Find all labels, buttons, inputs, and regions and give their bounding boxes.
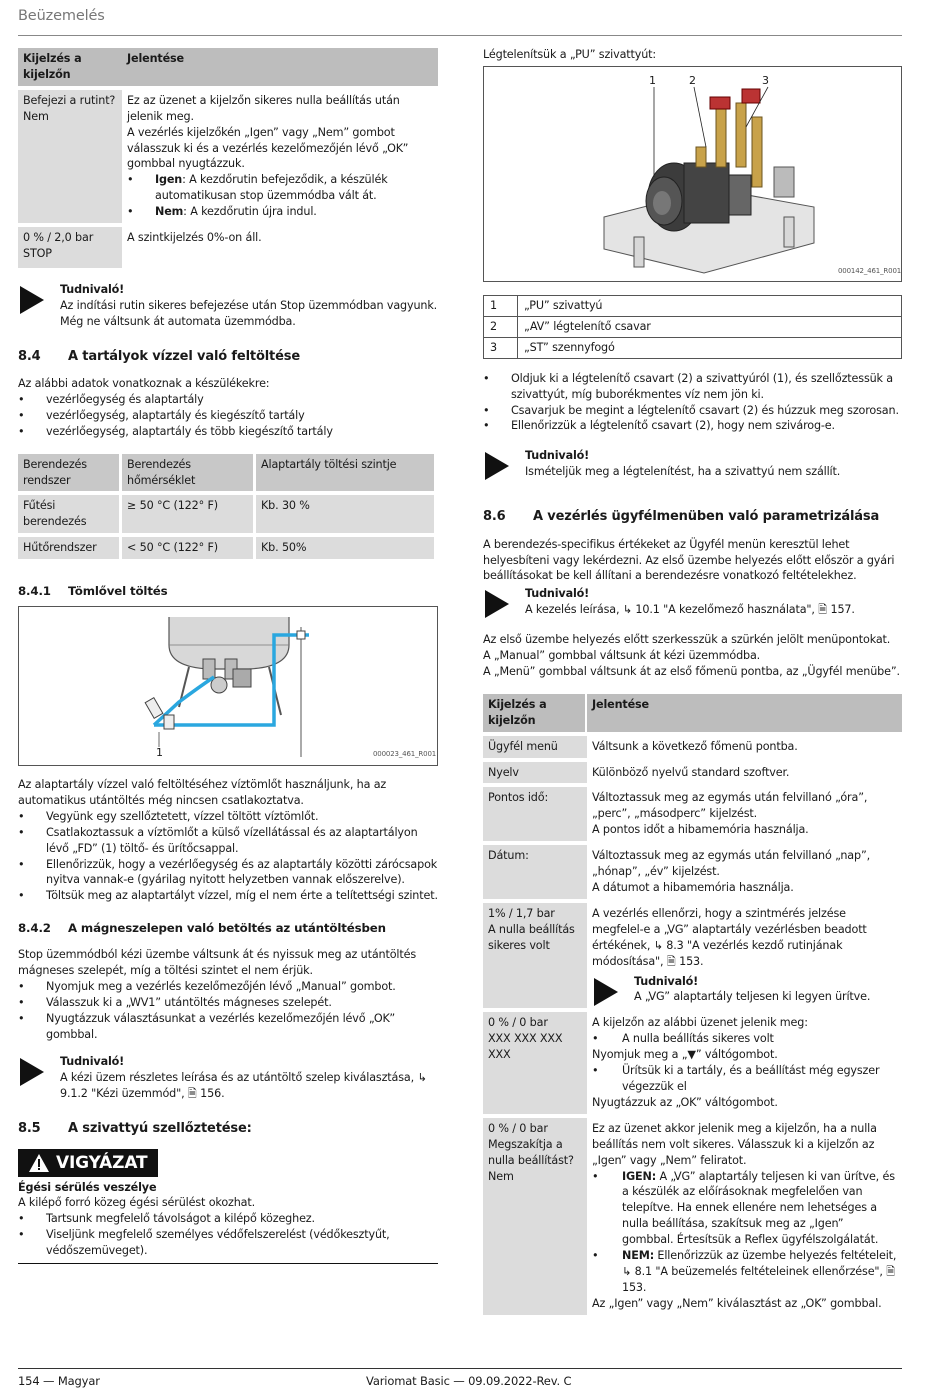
display-text: 1% / 1,7 bar bbox=[488, 906, 555, 920]
legend-number: 3 bbox=[484, 337, 518, 358]
pump-legend-table bbox=[483, 295, 902, 359]
device-list bbox=[18, 392, 438, 440]
table-row bbox=[484, 296, 902, 317]
list-item: • Válasszuk ki a „WV1” utántöltés mágneses szelepét. bbox=[18, 995, 438, 1011]
hose-filling-steps bbox=[18, 809, 438, 904]
list-item bbox=[592, 1248, 897, 1296]
display-meaning-table-2 bbox=[483, 690, 902, 1319]
figure-callout-1: 1 bbox=[649, 74, 656, 87]
subsection-title: Tömlővel töltés bbox=[68, 584, 168, 599]
pump-figure bbox=[483, 66, 902, 282]
note-box bbox=[483, 448, 902, 480]
figure-callout-3: 3 bbox=[762, 74, 769, 87]
display-meaning-table-1 bbox=[18, 44, 438, 272]
table-cell: ≥ 50 °C (122° F) bbox=[122, 495, 256, 533]
table-row bbox=[483, 1012, 902, 1113]
table-row bbox=[484, 316, 902, 337]
paragraph: A berendezés-specifikus értékeket az Ügyfél menün keresztül lehet helyesbíteni vagy lekérdezni. Az első üzembe helyezés előtt először a gyári beállításokat be kell állítani a berendezésre vonatkozó feltételekhez. bbox=[483, 537, 895, 583]
hose-filling-figure bbox=[18, 606, 438, 766]
table-cell-display: Befejezi a rutint? Nem bbox=[18, 90, 122, 223]
subsection-number: 8.4.1 bbox=[18, 584, 51, 599]
table-cell-display: Dátum: bbox=[483, 845, 587, 899]
legend-number: 2 bbox=[484, 316, 518, 337]
table-row bbox=[484, 337, 902, 358]
option-no-text: : A kezdőrutin újra indul. bbox=[183, 205, 317, 219]
list-item: • Viseljünk megfelelő személyes védőfelszerelést (védőkesztyűt, védőszemüveget). bbox=[18, 1227, 438, 1259]
table-cell-display bbox=[483, 1012, 587, 1113]
table-row bbox=[483, 762, 902, 784]
table-cell-display: Ügyfél menü bbox=[483, 736, 587, 758]
table-cell-meaning: Váltsunk a következő főmenü pontba. bbox=[587, 736, 902, 758]
list-item: • vezérlőegység, alaptartály és kiegészítő tartály bbox=[18, 408, 438, 424]
table-cell-display: Pontos idő: bbox=[483, 787, 587, 841]
list-item: • Csatlakoztassuk a víztömlőt a külső vízellátással és az alaptartályon lévő „FD” (1) töltő- és ürítőcsappal. bbox=[18, 825, 438, 857]
legend-text: „ST” szennyfogó bbox=[518, 337, 902, 358]
left-column bbox=[18, 44, 438, 600]
paragraph: Az első üzembe helyezés előtt szerkesszük a szürkén jelölt menüpontokat. bbox=[483, 633, 891, 647]
note-arrow-icon bbox=[594, 978, 618, 1006]
meaning-text: Ez az üzenet a kijelzőn sikeres nulla beállítás után jelenik meg. bbox=[127, 93, 400, 123]
warning-title: Égési sérülés veszélye bbox=[18, 1180, 157, 1194]
section-title: A vezérlés ügyfélmenüben való parametrizálása bbox=[533, 509, 880, 525]
page-header-title: Beüzemelés bbox=[18, 8, 105, 24]
table-row bbox=[18, 227, 438, 268]
section-heading bbox=[483, 508, 902, 526]
table-cell: Fűtési berendezés bbox=[18, 495, 122, 533]
paragraph: Az alaptartály vízzel való feltöltéséhez víztömlőt használjunk, ha az automatikus utántöltés még nincsen csatlakoztatva. bbox=[18, 778, 387, 807]
note-text: Az indítási rutin sikeres befejezése után Stop üzemmódban vagyunk. Még ne váltsunk át automata üzemmódba. bbox=[60, 298, 438, 328]
table-cell-display bbox=[483, 1118, 587, 1315]
figure-callout-1: 1 bbox=[156, 746, 163, 759]
footer-divider bbox=[18, 1368, 902, 1369]
section-title: A tartályok vízzel való feltöltése bbox=[68, 348, 301, 364]
table-header-meaning: Jelentése bbox=[587, 694, 902, 732]
section-number: 8.6 bbox=[483, 509, 506, 525]
table-header-display: Kijelzés a kijelzőn bbox=[483, 694, 587, 732]
meaning-text: Változtassuk meg az egymás után felvillanó „nap”, „hónap”, „év” kijelzést. bbox=[592, 849, 870, 879]
note-text: A „VG” alaptartály teljesen ki legyen ürítve. bbox=[634, 990, 871, 1004]
meaning-text: A dátumot a hibamemória használja. bbox=[592, 881, 794, 895]
table-cell-meaning bbox=[122, 90, 438, 223]
section-title: A szivattyú szellőztetése: bbox=[68, 1121, 252, 1137]
subsection-heading bbox=[18, 583, 438, 600]
paragraph: Légtelenítsük a „PU” szivattyút: bbox=[483, 48, 657, 61]
section-heading bbox=[18, 348, 438, 366]
option-yes-label: IGEN: bbox=[622, 1169, 657, 1183]
table-cell-meaning bbox=[587, 1012, 902, 1113]
tank-hose-illustration bbox=[19, 607, 437, 765]
meaning-text: Nyomjuk meg a „▼” váltógombot. bbox=[592, 1048, 778, 1062]
table-header-row bbox=[18, 454, 434, 492]
list-item: • Oldjuk ki a légtelenítő csavart (2) a szivattyúról (1), és szellőztessük a szivattyút, míg buborékmentes víz nem jön ki. bbox=[483, 371, 902, 403]
table-header-display: Kijelzés a kijelzőn bbox=[18, 48, 122, 86]
table-cell: Kb. 30 % bbox=[256, 495, 434, 533]
note-title: Tudnivaló! bbox=[634, 974, 699, 988]
table-cell-meaning bbox=[587, 903, 902, 1008]
table-row bbox=[483, 787, 902, 841]
table-cell: < 50 °C (122° F) bbox=[122, 537, 256, 559]
section-number: 8.4 bbox=[18, 348, 41, 364]
meaning-text: Az „Igen” vagy „Nem” kiválasztást az „OK” gombbal. bbox=[592, 1296, 882, 1310]
option-yes-label: Igen bbox=[155, 173, 183, 187]
display-text: A nulla beállítás sikeres volt bbox=[488, 922, 575, 952]
table-cell-meaning bbox=[587, 845, 902, 899]
subsection-heading bbox=[18, 920, 438, 937]
list-item: • Ürítsük ki a tartály, és a beállítást még egyszer végezzük el bbox=[592, 1063, 897, 1095]
note-arrow-icon bbox=[485, 452, 509, 480]
display-text: XXX XXX XXX XXX bbox=[488, 1032, 563, 1062]
option-yes-text: A „VG” alaptartály teljesen ki van ürítve, és a készülék az előírásoknak megfelelően van telepítve. Ha ennek ellenére nem lehetséges a nulla beállítása, szakítsuk meg az „Igen” gombbal. Értesítsük a Reflex ügyfélszolgálatát. bbox=[622, 1169, 895, 1247]
display-text: 0 % / 0 bar bbox=[488, 1121, 548, 1135]
header-divider bbox=[18, 35, 902, 36]
list-item: • Nyugtázzuk választásunkat a vezérlés kezelőmezőjén lévő „OK” gombbal. bbox=[18, 1011, 438, 1043]
list-item: • Vegyünk egy szellőztetett, vízzel töltött víztömlőt. bbox=[18, 809, 438, 825]
option-yes-text: : A kezdőrutin befejeződik, a készülék automatikusan stop üzemmódba vált át. bbox=[155, 173, 388, 203]
table-cell: Kb. 50% bbox=[256, 537, 434, 559]
table-cell-meaning: Különböző nyelvű standard szoftver. bbox=[587, 762, 902, 784]
display-text: 0 % / 0 bar bbox=[488, 1016, 548, 1030]
venting-steps bbox=[483, 371, 902, 435]
table-cell-meaning bbox=[587, 787, 902, 841]
list-item: • vezérlőegység és alaptartály bbox=[18, 392, 438, 408]
table-cell-display: Nyelv bbox=[483, 762, 587, 784]
list-item: • Nyomjuk meg a vezérlés kezelőmezőjén lévő „Manual” gombot. bbox=[18, 979, 438, 995]
legend-text: „PU” szivattyú bbox=[518, 296, 902, 317]
table-row bbox=[483, 736, 902, 758]
table-header-meaning: Jelentése bbox=[122, 48, 438, 86]
table-header-temperature: Berendezés hőmérséklet bbox=[122, 454, 256, 492]
legend-number: 1 bbox=[484, 296, 518, 317]
table-cell-display bbox=[483, 903, 587, 1008]
list-item: • vezérlőegység, alaptartály és több kiegészítő tartály bbox=[18, 424, 438, 440]
table-cell-meaning bbox=[587, 1118, 902, 1315]
note-box bbox=[592, 974, 897, 1006]
warning-triangle-icon bbox=[28, 1153, 50, 1173]
table-row bbox=[483, 845, 902, 899]
note-arrow-icon bbox=[20, 286, 44, 314]
footer-document-title: Variomat Basic — 09.09.2022-Rev. C bbox=[366, 1374, 572, 1388]
table-row bbox=[18, 90, 438, 223]
warning-list bbox=[18, 1211, 438, 1259]
table-header-system: Berendezés rendszer bbox=[18, 454, 122, 492]
subsection-number: 8.4.2 bbox=[18, 921, 51, 936]
table-row bbox=[483, 903, 902, 1008]
meaning-text: Nyugtázzuk az „OK” váltógombot. bbox=[592, 1095, 778, 1109]
section-heading bbox=[18, 1120, 438, 1138]
solenoid-steps bbox=[18, 979, 438, 1043]
warning-bottom-rule bbox=[18, 1263, 438, 1264]
subsection-title: A mágneszelepen való betöltés az utántöltésben bbox=[68, 921, 386, 936]
list-item: • Ellenőrizzük, hogy a vezérlőegység és az alaptartály közötti zárócsapok nyitva vannak-e (gyárilag nyitott helyzetben vannak előszerelve). bbox=[18, 857, 438, 889]
paragraph: A „Manual” gombbal váltsunk át kézi üzemmódba. bbox=[483, 649, 761, 663]
right-column bbox=[483, 295, 902, 1319]
footer-page-number: 154 — Magyar bbox=[18, 1374, 100, 1388]
section-number: 8.5 bbox=[18, 1121, 41, 1137]
option-no-label: NEM: bbox=[622, 1249, 655, 1263]
note-box bbox=[483, 586, 902, 618]
table-cell-meaning: A szintkijelzés 0%-on áll. bbox=[122, 227, 438, 268]
table-cell-display: 0 % / 2,0 bar STOP bbox=[18, 227, 122, 268]
figure-callout-2: 2 bbox=[689, 74, 696, 87]
list-item: • Tartsunk megfelelő távolságot a kilépő közeghez. bbox=[18, 1211, 438, 1227]
table-row bbox=[483, 1118, 902, 1315]
table-header-fill-level: Alaptartály töltési szintje bbox=[256, 454, 434, 492]
display-text: Nem bbox=[488, 1169, 514, 1183]
display-text: Megszakítja a nulla beállítást? bbox=[488, 1137, 574, 1167]
note-title: Tudnivaló! bbox=[60, 1055, 125, 1069]
note-arrow-icon bbox=[485, 590, 509, 618]
list-item bbox=[592, 1169, 897, 1249]
paragraph: Az alábbi adatok vonatkoznak a készülékekre: bbox=[18, 377, 270, 391]
list-item: • A nulla beállítás sikeres volt bbox=[592, 1031, 897, 1047]
fill-level-table bbox=[18, 450, 434, 564]
caution-label: VIGYÁZAT bbox=[56, 1152, 148, 1173]
list-item bbox=[127, 204, 433, 220]
note-title: Tudnivaló! bbox=[525, 449, 590, 463]
list-item: • Töltsük meg az alaptartályt vízzel, míg el nem érte a telítettségi szintet. bbox=[18, 888, 438, 904]
list-item bbox=[127, 172, 433, 204]
table-cell: Hűtőrendszer bbox=[18, 537, 122, 559]
table-header-row bbox=[18, 48, 438, 86]
note-text: A kézi üzem részletes leírása és az utántöltő szelep kiválasztása, ↳ 9.1.2 "Kézi üzemmód", 🗎 156. bbox=[60, 1071, 427, 1101]
option-no-text: Ellenőrizzük az üzembe helyezés feltételeit, ↳ 8.1 "A beüzemelés feltételeinek ellenőrzése", 🗎 153. bbox=[622, 1249, 897, 1294]
note-title: Tudnivaló! bbox=[60, 282, 125, 296]
note-text: Ismételjük meg a légtelenítést, ha a szivattyú nem szállít. bbox=[525, 465, 841, 479]
table-header-row bbox=[483, 694, 902, 732]
meaning-text: Változtassuk meg az egymás után felvillanó „óra”, „perc”, „másodperc” kijelzést. bbox=[592, 791, 868, 821]
note-text: A kezelés leírása, ↳ 10.1 "A kezelőmező használata", 🗎 157. bbox=[525, 603, 855, 617]
list-item: • Ellenőrizzük a légtelenítő csavart (2), hogy nem szivárog-e. bbox=[483, 418, 902, 434]
note-title: Tudnivaló! bbox=[525, 587, 590, 601]
note-box bbox=[18, 282, 438, 330]
left-column-lower bbox=[18, 777, 438, 1264]
pump-illustration bbox=[484, 67, 901, 281]
meaning-text: A pontos időt a hibamemória használja. bbox=[592, 823, 809, 837]
caution-badge bbox=[18, 1149, 158, 1177]
legend-text: „AV” légtelenítő csavar bbox=[518, 316, 902, 337]
meaning-text: A vezérlés ellenőrzi, hogy a szintmérés jelzése megfelel-e a „VG” alaptartály vezérlésben beadott értékének, ↳ 8.3 "A vezérlés kezdő rutinjának módosítása", 🗎 153. bbox=[592, 906, 867, 968]
table-row bbox=[18, 495, 434, 533]
figure-code: 000023_461_R001 bbox=[373, 750, 437, 758]
paragraph: A „Menü” gombbal váltsunk át az első főmenü pontba, az „Ügyfél menübe”. bbox=[483, 664, 900, 678]
note-arrow-icon bbox=[20, 1058, 44, 1086]
figure-code: 000142_461_R001 bbox=[838, 267, 902, 275]
warning-text: A kilépő forró közeg égési sérülést okozhat. bbox=[18, 1196, 256, 1210]
paragraph: Stop üzemmódból kézi üzembe váltsunk át és nyissuk meg az utántöltés mágneses szelepét, míg a töltési szintet el nem érjük. bbox=[18, 948, 417, 977]
note-box bbox=[18, 1054, 438, 1102]
meaning-text: A kijelzőn az alábbi üzenet jelenik meg: bbox=[592, 1016, 808, 1030]
meaning-text: Ez az üzenet akkor jelenik meg a kijelzőn, ha a nulla beállítás nem volt sikeres. Válasszuk ki a kijelzőn az „Igen” vagy „Nem” feliratot. bbox=[592, 1121, 877, 1167]
list-item: • Csavarjuk be megint a légtelenítő csavart (2) és húzzuk meg szorosan. bbox=[483, 403, 902, 419]
option-no-label: Nem bbox=[155, 205, 184, 219]
meaning-text: A vezérlés kijelzőkén „Igen” vagy „Nem” gombot válasszuk ki és a vezérlés kezelőmezőjén lévő „OK” gombbal nyugtázzuk. bbox=[127, 125, 409, 171]
table-row bbox=[18, 537, 434, 559]
